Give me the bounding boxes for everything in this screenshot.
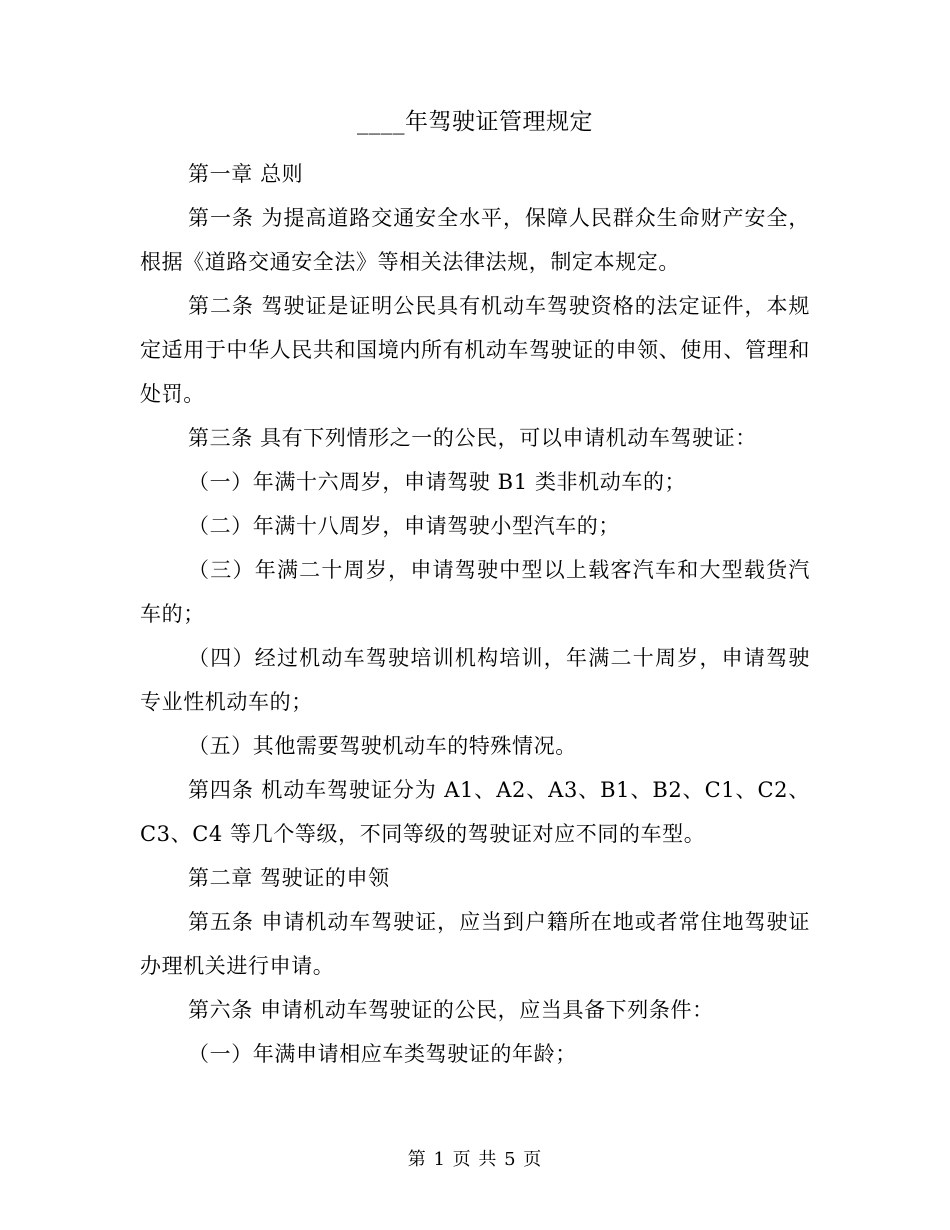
article-paragraph: 第六条 申请机动车驾驶证的公民，应当具备下列条件： — [188, 998, 714, 1022]
article-paragraph: 第一条 为提高道路交通安全水平，保障人民群众生命财产安全，根据《道路交通安全法》等相关法律法规，制定本规定。 — [140, 206, 810, 274]
document-title: ____年驾驶证管理规定 — [357, 109, 593, 135]
list-item: （三）年满二十周岁，申请驾驶中型以上载客汽车和大型载货汽车的； — [140, 558, 810, 626]
list-item: （一）年满申请相应车类驾驶证的年龄； — [188, 1042, 577, 1066]
chapter-heading: 第二章 驾驶证的申领 — [188, 866, 390, 890]
page-footer: 第 1 页 共 5 页 — [407, 1149, 543, 1170]
list-item: （一）年满十六周岁，申请驾驶 B1 类非机动车的； — [188, 470, 687, 494]
article-paragraph: 第五条 申请机动车驾驶证，应当到户籍所在地或者常住地驾驶证办理机关进行申请。 — [140, 910, 810, 978]
article-paragraph: 第三条 具有下列情形之一的公民，可以申请机动车驾驶证： — [188, 426, 757, 450]
article-paragraph: 第二条 驾驶证是证明公民具有机动车驾驶资格的法定证件，本规定适用于中华人民共和国境内所有机动车驾驶证的申领、使用、管理和处罚。 — [140, 294, 810, 406]
chapter-heading: 第一章 总则 — [188, 162, 304, 186]
list-item: （四）经过机动车驾驶培训机构培训，年满二十周岁，申请驾驶专业性机动车的； — [140, 646, 810, 714]
list-item: （五）其他需要驾驶机动车的特殊情况。 — [188, 734, 577, 758]
document-body — [140, 152, 810, 1076]
article-paragraph: 第四条 机动车驾驶证分为 A1、A2、A3、B1、B2、C1、C2、C3、C4 等几个等级，不同等级的驾驶证对应不同的车型。 — [140, 778, 810, 846]
list-item: （二）年满十八周岁，申请驾驶小型汽车的； — [188, 514, 620, 538]
